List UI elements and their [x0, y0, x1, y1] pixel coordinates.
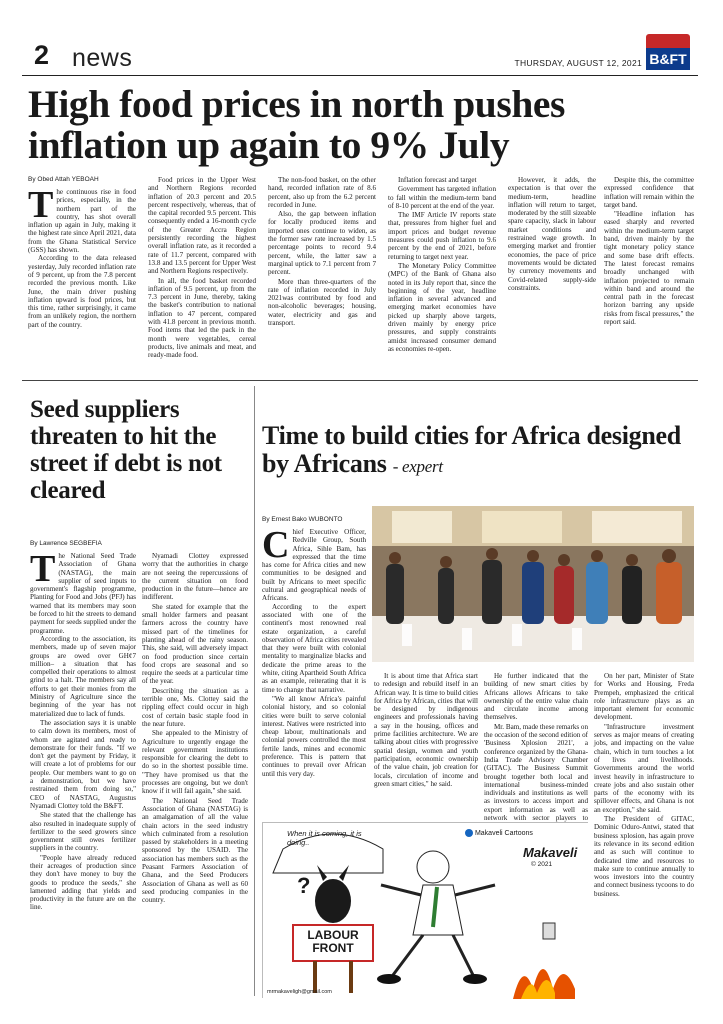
lead-column-6: [604, 176, 694, 374]
lead-paragraph: Also, the gap between inflation for locally produced items and imported ones continue to widen, as the former saw rate increased by 1.5 percentage points to record 9.4 percent, while, the latter saw a marginal uptick to 7.1 percent from 7 percent.: [268, 210, 376, 277]
column-divider: [254, 386, 255, 996]
seed-paragraph: According to the association, its members, made up of seven major groups are owed over GH¢7 million– a situation that has compelled their operations to almost grind to a halt. The members say all efforts to get their monies from the Ministry of Agriculture since the beginning of the year has not materialized due to lack of funds.: [30, 634, 136, 718]
cartoon-bubble: When it is coming, it is doing..: [287, 829, 362, 847]
cities-dropcap: C: [262, 524, 290, 566]
lead-paragraph: However, it adds, the expectation is that over the medium-term, headline inflation will return to target, moderated by the still sizeable spare capacity, slack in labour market conditions and restrained wage growth. In emerging market and frontier economies, the pace of price movements would be dictated by currency movements and Covid-related supply-side constraints.: [508, 176, 596, 292]
seed-paragraph: he National Seed Trade Association of Ghana (NASTAG), the main supplier of seed inputs to government's flagship programme, Planting for Food and Jobs (PFJ) has warned that its members may soon be forced to hit the streets to demand payment for seeds supplied under the programme.: [30, 552, 136, 635]
lead-paragraph: The Monetary Policy Committee (MPC) of the Bank of Ghana also noted in its July report that, since the beginning of the year, headline inflation in several advanced and emerging market economies have picked up sharply above targets, driven mainly by energy price pressures, and supply constraints amidst increased consumer demand as economies re-open.: [388, 261, 496, 353]
seed-paragraph: She stated that the challenge has also resulted in inadequate supply of fertilizer to the seed growers since government still owes fertilizer suppliers in the country.: [30, 811, 136, 853]
logo-crest-icon: [646, 34, 690, 48]
cartoon-signature: Makaveli: [523, 845, 578, 860]
cities-column-2: [374, 672, 478, 818]
cities-paragraph: Mr. Bam, made these remarks on the occasion of the second edition of 'Business Xplosion 2021', a conference organized by the Ghana-India Trade Advisory Chamber (GITAC). The Business Summit brought together both local and international business-minded individuals and institutions as well as investors to access import and export information as well as network with sector players to: [484, 722, 589, 823]
seed-paragraph: Nyamadi Clottey expressed worry that the authorities in charge are not seeing the repercussions of the current situation on food production in the future—hence are indifferent.: [142, 552, 248, 602]
cartoon-year: © 2021: [531, 861, 553, 868]
lead-paragraph: Food prices in the Upper West and Northern Regions recorded inflation of 20.3 percent and 20.5 percent respectively, whereas, that of the capital recorded 9.5 percent. This consequently ended a 16-month cycle of the Greater Accra Region persistently recording the highest overall inflation rate, as it recorded a rate of 11.7 percent, compared with 13.8 and 13.5 percent for Upper West and Northern Regions respectively.: [148, 176, 256, 276]
lead-paragraph: More than three-quarters of the rate of inflation recorded in July 2021was contributed by food and non-alcoholic beverages; housing, water, electricity and gas and transport.: [268, 277, 376, 328]
cities-column-1: [262, 524, 366, 818]
lead-column-4: [388, 176, 496, 374]
seed-column-1: [30, 548, 136, 998]
section-label: news: [72, 44, 133, 72]
cities-paragraph: According to the expert associated with one of the continent's most renowned real estate organization, a careful observation of Africa cities revealed that they were built with colonial mentality to marginalize blacks and dedicate the prime areas to the white, citing Apartheid South Africa as an example, reiterating that it is time to change that narrative.: [262, 602, 366, 694]
cities-paragraph: hief Executive Officer, Redville Group, South Africa, Sihle Bam, has expressed that the time has come for Africa cities and new communities to be designed and built by Africans to meet specific cultural and geographical needs of Africans.: [262, 528, 366, 603]
cities-column-3: [484, 672, 589, 823]
lead-subhead: Inflation forecast and target: [398, 176, 477, 184]
lead-paragraph: Government has targeted inflation to fall within the medium-term band of 8-10 percent at the end of the year.: [388, 185, 496, 210]
bft-logo: [646, 34, 690, 72]
cartoon-email: mrmakaveligh@gmail.com: [267, 989, 332, 995]
lead-headline: High food prices in north pushes inflation up again to 9% July: [28, 82, 566, 167]
event-photo-graphic: [372, 506, 694, 662]
facebook-icon: [465, 829, 473, 837]
seed-paragraph: The association says it is unable to calm down its members, most of whom are agitated and ready to demonstrate for their funds. "If we don't get the payment by Friday, it will create a lot of problems for our people. Our members want to go on a demonstration, but we have restrained them from doing so," CEO of NASTAG, Augustus Nyamadi Clottey told the B&FT.: [30, 718, 136, 810]
lead-paragraph: "Headline inflation has eased sharply and reverted within the medium-term target band, driven mainly by the tight monetary policy stance and some base drift effects. The latest forecast remains broadly unchanged with inflation projected to remain within band and around the central path in the forecast horizon barring any upside risks from fiscal pressures," the report said.: [604, 210, 694, 327]
cities-paragraph: It is about time that Africa start to redesign and rebuild itself in an African way. It is time to build cities for Africa by African, cities that will be designed by indigenous engineers and professionals having a say in the housing, offices and prime facilities architecture. We are talking about cities with progressive spatial design, women and youth participation, economic ownership of the value chain, job creation for locals, circulation of income and green smart cities," he said.: [374, 672, 478, 788]
cities-paragraph: "We all know Africa's painful colonial history, and so colonial cities were built to serve colonial interest. Natives were restricted into cheap labour, multinationals and colonial powers controlled the most fertile lands, mines and economic preference. This is pattern that continues to prevail over African until this very day.: [262, 694, 366, 778]
cartoon-brand-label: Makaveli Cartoons: [474, 829, 533, 837]
cartoon-question-mark: ?: [297, 873, 311, 898]
cities-column-4: [594, 672, 694, 1000]
seed-byline: By Lawrence SEGBEFIA: [30, 540, 102, 547]
lead-paragraph: The non-food basket, on the other hand, recorded inflation rate of 8.6 percent, also up from the 6.2 percent recorded in June.: [268, 176, 376, 209]
cities-paragraph: He further indicated that the building of new smart cities by Africans allows Africans to take ownership of the entire value chain and circulate income among themselves.: [484, 672, 588, 722]
seed-headline: Seed suppliers threaten to hit the street if debt is not cleared: [30, 396, 222, 504]
section-divider: [22, 380, 698, 381]
cities-headline-tag: - expert: [392, 457, 443, 476]
issue-date: THURSDAY, AUGUST 12, 2021: [514, 58, 642, 68]
seed-paragraph: "People have already reduced their acreages of production since they don't have money to buy the goods to produce the seeds," she lamented adding that yields and productivity in the future are on the line.: [30, 853, 136, 912]
cities-paragraph: The President of GITAC, Dominic Oduro-Antwi, stated that business xplosion, has again prove its relevance in its second edition and as such will continue to dedicated time and resources to make sure to continue annually to woos investors into the country and connect business tycoons to do business.: [594, 815, 694, 898]
page-number: 2: [34, 40, 50, 70]
page-header: [22, 38, 698, 76]
lead-byline: By Obed Attah YEBOAH: [28, 176, 99, 183]
lead-paragraph: Despite this, the committee expressed confidence that inflation will remain within the target band.: [604, 176, 694, 209]
seed-paragraph: She stated for example that the small holder farmers and peasant farmers across the country have missed part of the timelines for planting ahead of the rainy season. This, she said, will adversely impact on food production since certain food crops are seasonal and so require the seeds at a particular time of the year.: [142, 602, 248, 686]
cities-paragraph: On her part, Minister of State for Works and Housing, Freda Prempeh, emphasized the critical role infrastructure plays as an important element for economic development.: [594, 672, 694, 722]
cartoon-brand: [465, 829, 533, 837]
lead-paragraph: According to the data released yesterday, July recorded inflation rate of 9 percent, up from the 7.8 percent recorded the previous month. Like June, the main driver pushing inflation upward is food prices, but this time, rather surprisingly, it came from an unlikely region, the northern part of the country.: [28, 254, 136, 329]
seed-dropcap: T: [30, 548, 56, 590]
lead-column-1: [28, 184, 136, 374]
seed-paragraph: The National Seed Trade Association of Ghana (NASTAG) is an amalgamation of all the value chain actors in the seed industry which culminated from a resolution passed by stakeholders in a meeting sponsored by the USAID. The association has members such as the Peasant Farmers Association of Ghana, and the Seed Producers Association of Ghana as well as 60 seed producing companies in the country.: [142, 796, 248, 905]
lead-paragraph: In all, the food basket recorded inflation of 9.5 percent, up from the 7.3 percent in June, thereby, taking the basket's contribution to national inflation to 47 percent, compared with 41.8 percent in previous month. Food items that led the pack in the month were vegetables, cereal products, live animals and meat, and ready-made food.: [148, 276, 256, 360]
cities-paragraph: "Infrastructure investment serves as major means of creating jobs, and impacting on the value chain, which in turn touches a lot of lives and livelihoods. Governments around the world invest heavily in infrastructure to create jobs and also sustain other parts of the economy with its spillover effects, and Ghana is not an exception," she said.: [594, 722, 694, 814]
logo-mark: B&FT: [646, 48, 690, 70]
seed-paragraph: Describing the situation as a terrible one, Ms. Clottey said the rippling effect could occur in high cost of certain basic staple food in the near future.: [142, 686, 248, 728]
cities-headline: [262, 422, 694, 481]
lead-column-3: [268, 176, 376, 374]
newspaper-page: [22, 28, 698, 1008]
editorial-cartoon: [262, 822, 588, 998]
lead-paragraph: The IMF Article IV reports state that, pressures from higher fuel and import prices and budget revenue measures could push inflation to 9.6 percent by the end of 2021, before returning to target next year.: [388, 211, 496, 261]
seed-column-2: [142, 552, 248, 998]
event-photo: [372, 506, 694, 662]
seed-paragraph: She appealed to the Ministry of Agriculture to urgently engage the relevant government institutions responsible for clearing the debt to do so in the shortest possible time. "They have promised us that the processes are ongoing, but we don't know if it will fail again," she said.: [142, 729, 248, 796]
cartoon-sign: LABOUR FRONT: [307, 928, 359, 955]
lead-column-5: [508, 176, 596, 374]
lead-dropcap: T: [28, 184, 54, 226]
cities-byline: By Ernest Bako WUBONTO: [262, 516, 343, 523]
lead-column-2: [148, 176, 256, 374]
cities-headline-main: Time to build cities for Africa designed by Africans: [262, 421, 681, 478]
lead-paragraph: he continuous rise in food prices, especially, in the northern part of the country, has shot overall inflation up again in July, making it the highest rate since April 2021, data from the Ghana Statistical Service (GSS) has shown.: [28, 188, 136, 255]
